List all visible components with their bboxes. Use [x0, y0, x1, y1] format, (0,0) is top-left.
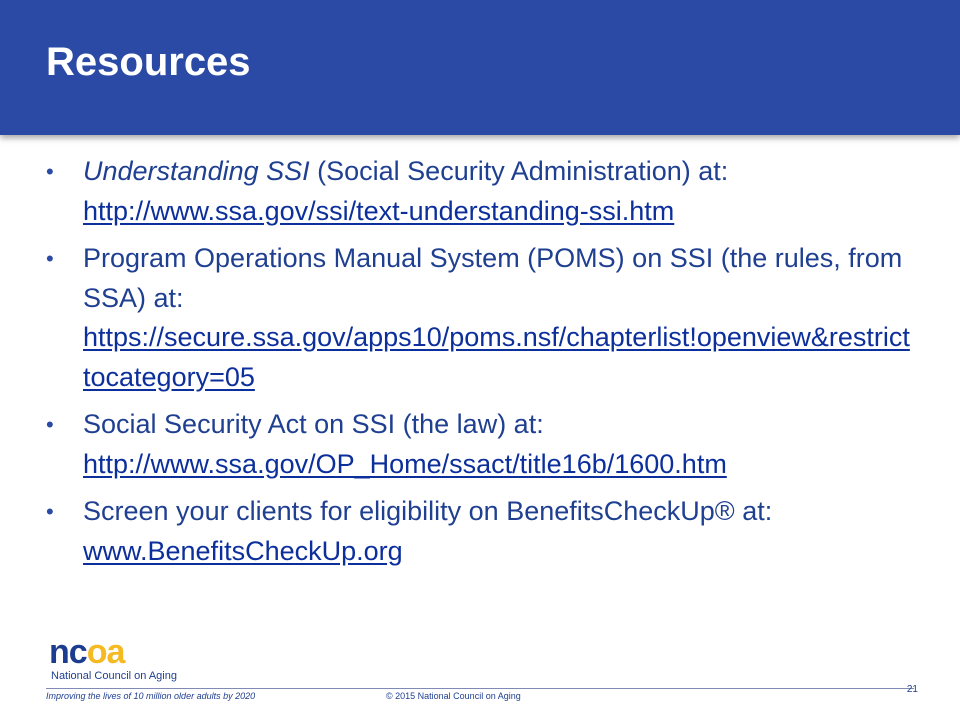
ncoa-logo	[49, 636, 209, 684]
resource-description: Screen your clients for eligibility on BenefitsCheckUp® at:	[83, 496, 773, 526]
bullet-icon: •	[46, 412, 54, 437]
resource-link[interactable]: http://www.ssa.gov/ssi/text-understanding-ssi.htm	[83, 195, 675, 226]
logo-text: National Council on Aging	[51, 670, 177, 682]
list-item	[46, 405, 916, 484]
page-title: Resources	[46, 40, 251, 84]
list-item	[46, 492, 916, 571]
ncoa-logo-icon	[49, 636, 149, 668]
resource-title: Understanding SSI	[83, 156, 310, 186]
list-item	[46, 239, 916, 397]
footer-copyright: © 2015 National Council on Aging	[386, 691, 521, 701]
svg-text:ncoa: ncoa	[49, 636, 125, 668]
footer-divider	[46, 688, 914, 689]
footer-tagline: Improving the lives of 10 million older adults by 2020	[46, 691, 256, 701]
header-banner	[0, 0, 960, 135]
resource-list	[46, 152, 916, 579]
resource-link[interactable]: www.BenefitsCheckUp.org	[83, 535, 403, 566]
list-item	[46, 152, 916, 231]
bullet-icon: •	[46, 246, 54, 271]
page-number: 21	[906, 684, 918, 695]
resource-description: (Social Security Administration) at:	[309, 156, 729, 186]
resource-link[interactable]: http://www.ssa.gov/OP_Home/ssact/title16b/1600.htm	[83, 448, 727, 479]
resource-link[interactable]: https://secure.ssa.gov/apps10/poms.nsf/chapterlist!openview&restricttocategory=05	[83, 322, 910, 392]
resource-description: Social Security Act on SSI (the law) at:	[83, 409, 544, 439]
bullet-icon: •	[46, 499, 54, 524]
bullet-icon: •	[46, 159, 54, 184]
resource-description: Program Operations Manual System (POMS) on SSI (the rules, from SSA) at:	[83, 243, 903, 313]
